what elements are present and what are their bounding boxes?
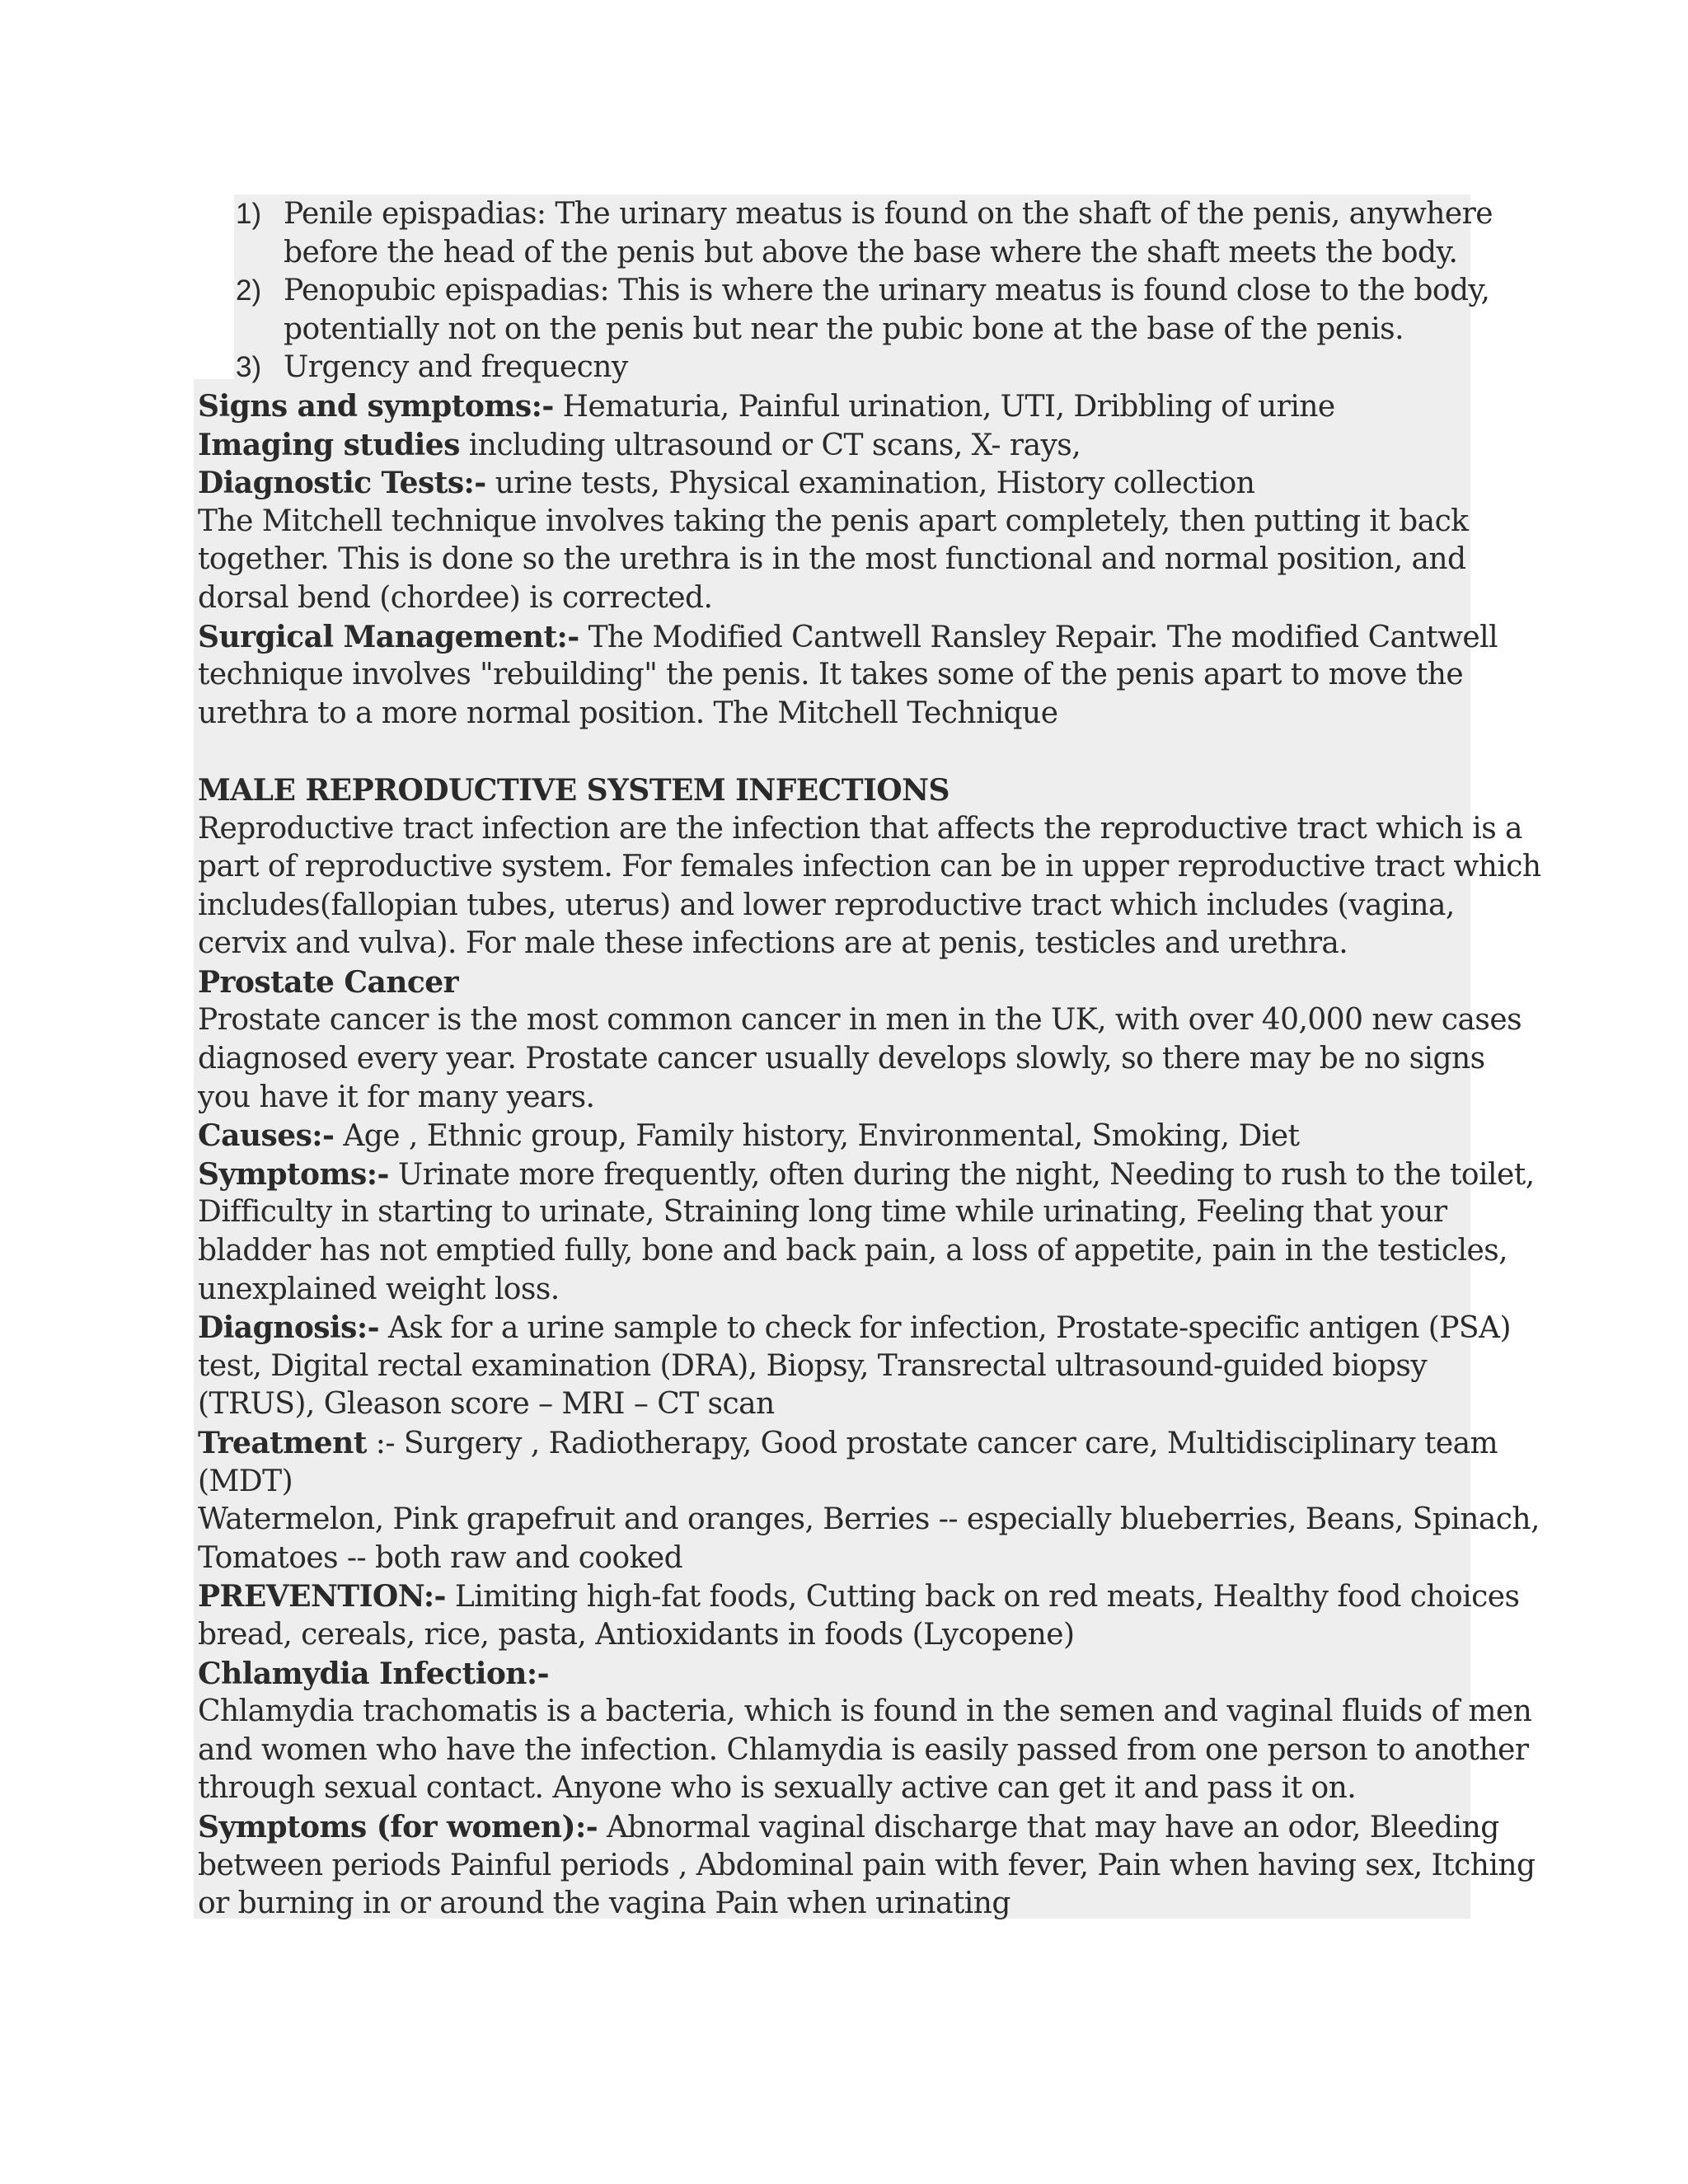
list-item-2-continuation: potentially not on the penis but near the pubic bone at the base of the penis. [284,312,1404,346]
chlamydia-symptoms-line: between periods Painful periods , Abdominal pain with fever, Pain when having sex, Itching [198,1848,1536,1882]
infections-heading: MALE REPRODUCTIVE SYSTEM INFECTIONS [198,772,950,808]
chlamydia-symptoms-line: or burning in or around the vagina Pain when urinating [198,1886,1010,1921]
diagnosis-text: Ask for a urine sample to check for infection, Prostate-specific antigen (PSA) [378,1311,1511,1346]
chlamydia-heading: Chlamydia Infection:- [198,1656,550,1691]
list-number: 2) [236,274,262,307]
prostate-symptoms-line: bladder has not emptied fully, bone and back pain, a loss of appetite, pain in the testicles, [198,1234,1508,1268]
list-item-1-continuation: before the head of the penis but above the base where the shaft meets the body. [284,235,1458,269]
treatment-line [198,1424,1498,1463]
chlamydia-symptoms-text: Abnormal vaginal discharge that may have an odor, Bleeding [598,1810,1499,1844]
infections-line: Reproductive tract infection are the infection that affects the reproductive tract which is a [198,811,1522,846]
prevention-line [198,1577,1520,1616]
imaging-text: including ultrasound or CT scans, X- rays, [459,428,1081,462]
list-item-text: Penopubic epispadias: This is where the urinary meatus is found close to the body, [284,274,1490,308]
mitchell-line: The Mitchell technique involves taking the penis apart completely, then putting it back [198,504,1469,538]
chlamydia-line: through sexual contact. Anyone who is sexually active can get it and pass it on. [198,1771,1357,1806]
mitchell-line: together. This is done so the urethra is in the most functional and normal position, and [198,542,1466,577]
list-number: 1) [236,198,262,230]
surgical-line [198,618,1498,657]
document-content [198,195,1541,1924]
diagnostic-text: urine tests, Physical examination, History collection [485,466,1255,501]
causes-text: Age , Ethnic group, Family history, Environmental, Smoking, Diet [334,1119,1300,1154]
list-item-1 [198,195,1493,234]
prostate-symptoms-label: Symptoms:- [198,1156,389,1192]
treatment-label: Treatment [198,1426,367,1460]
diagnostic-line [198,464,1484,503]
prevention-line: bread, cereals, rice, pasta, Antioxidants in foods (Lycopene) [198,1617,1075,1652]
list-item-text: Urgency and frequecny [284,350,628,385]
prostate-symptoms-text: Urinate more frequently, often during the night, Needing to rush to the toilet, [388,1157,1535,1192]
signs-label: Signs and symptoms:- [198,388,554,424]
chlamydia-line: Chlamydia trachomatis is a bacteria, which is found in the semen and vaginal fluids of men [198,1694,1532,1729]
diagnosis-line: (TRUS), Gleason score – MRI – CT scan [198,1387,775,1422]
chlamydia-symptoms-line [198,1808,1499,1847]
diagnosis-label: Diagnosis:- [198,1310,379,1346]
prostate-line: diagnosed every year. Prostate cancer usually develops slowly, so there may be no signs [198,1042,1485,1076]
surgical-text: The Modified Cantwell Ransley Repair. The modified Cantwell [579,620,1498,654]
list-item-2 [198,272,1490,311]
list-item-text: Penile epispadias: The urinary meatus is found on the shaft of the penis, anywhere [284,197,1493,231]
treatment-text: :- Surgery , Radiotherapy, Good prostate cancer care, Multidisciplinary team [366,1427,1498,1460]
signs-symptoms-line [198,387,1484,426]
imaging-line [198,426,1484,465]
list-item-3 [198,349,1484,387]
foods-line: Watermelon, Pink grapefruit and oranges, Berries -- especially blueberries, Beans, Spinach, [198,1502,1540,1537]
chlamydia-symptoms-label: Symptoms (for women):- [198,1809,598,1844]
diagnosis-line: test, Digital rectal examination (DRA), Biopsy, Transrectal ultrasound-guided biopsy [198,1348,1428,1383]
infections-line: part of reproductive system. For females infection can be in upper reproductive tract which [198,850,1541,884]
surgical-label: Surgical Management:- [198,619,579,654]
prostate-heading: Prostate Cancer [198,964,459,1000]
surgical-line: urethra to a more normal position. The Mitchell Technique [198,696,1058,730]
surgical-line: technique involves "rebuilding" the penis. It takes some of the penis apart to move the [198,658,1464,692]
causes-label: Causes:- [198,1118,335,1154]
list-number: 3) [236,351,262,384]
treatment-line: (MDT) [198,1464,293,1498]
causes-line [198,1117,1484,1155]
prostate-symptoms-line [198,1155,1535,1194]
mitchell-line: dorsal bend (chordee) is corrected. [198,580,713,615]
prostate-symptoms-line: Difficulty in starting to urinate, Straining long time while urinating, Feeling that your [198,1195,1447,1230]
chlamydia-line: and women who have the infection. Chlamydia is easily passed from one person to another [198,1732,1529,1767]
signs-text: Hematuria, Painful urination, UTI, Dribbling of urine [553,389,1335,424]
paragraph-gap [198,733,1484,771]
infections-line: includes(fallopian tubes, uterus) and lower reproductive tract which includes (vagina, [198,888,1455,922]
diagnostic-label: Diagnostic Tests:- [198,466,486,501]
prostate-symptoms-line: unexplained weight loss. [198,1272,560,1306]
foods-line: Tomatoes -- both raw and cooked [198,1540,683,1575]
infections-line: cervix and vulva). For male these infections are at penis, testicles and urethra. [198,926,1348,961]
diagnosis-line [198,1309,1511,1347]
prostate-line: Prostate cancer is the most common cancer in men in the UK, with over 40,000 new cases [198,1003,1522,1038]
prevention-label: PREVENTION:- [198,1579,446,1615]
prostate-line: you have it for many years. [198,1080,595,1114]
imaging-label: Imaging studies [198,427,460,462]
prevention-text: Limiting high-fat foods, Cutting back on red meats, Healthy food choices [445,1580,1520,1615]
